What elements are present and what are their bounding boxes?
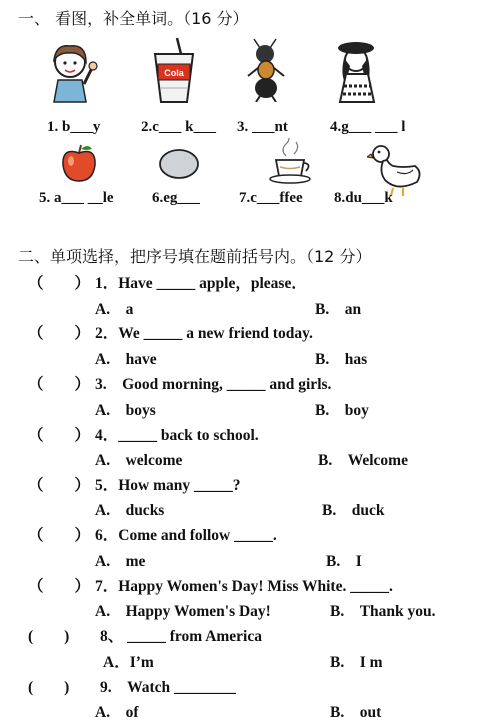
option-a-9: A. of: [95, 704, 139, 721]
answer-bracket-5[interactable]: （ ）: [28, 477, 91, 494]
option-b-2: B. has: [315, 351, 368, 368]
option-a-8: A．I’m: [103, 654, 154, 671]
answer-bracket-8[interactable]: ( ): [28, 628, 70, 645]
word-blank-1: 1. b___y: [47, 119, 101, 135]
question-5: 5．How many _____?: [95, 477, 241, 494]
girl-waving-icon: [40, 38, 98, 104]
option-a-7: A. Happy Women's Day!: [95, 603, 271, 620]
answer-bracket-7[interactable]: （ ）: [28, 578, 91, 595]
egg-icon: [158, 148, 200, 180]
word-blank-3: 3. ___nt: [237, 119, 288, 135]
answer-bracket-3[interactable]: （ ）: [28, 376, 91, 393]
word-blank-5: 5. a___ __le: [39, 190, 114, 206]
question-3: 3. Good morning, _____ and girls.: [95, 376, 332, 393]
option-a-2: A. have: [95, 351, 157, 368]
question-4: 4．_____ back to school.: [95, 427, 259, 444]
option-a-4: A. welcome: [95, 452, 183, 469]
option-b-7: B. Thank you.: [330, 603, 436, 620]
word-blank-7: 7.c___ffee: [239, 190, 303, 206]
question-2: 2．We _____ a new friend today.: [95, 325, 313, 342]
option-b-1: B. an: [315, 301, 362, 318]
section2-title: 二、单项选择，把序号填在题前括号内。（12 分）: [18, 247, 372, 266]
option-a-1: A. a: [95, 301, 134, 318]
answer-bracket-2[interactable]: （ ）: [28, 325, 91, 342]
option-b-3: B. boy: [315, 402, 369, 419]
word-blank-8: 8.du___k: [334, 190, 393, 206]
answer-bracket-9[interactable]: ( ): [28, 679, 70, 696]
option-a-3: A. boys: [95, 402, 156, 419]
coffee-cup-icon: [266, 138, 316, 186]
word-blank-2: 2.c___ k___: [141, 119, 216, 135]
answer-bracket-1[interactable]: （ ）: [28, 275, 91, 292]
section1-title: 一、 看图，补全单词。（16 分）: [18, 9, 249, 28]
question-6: 6．Come and follow _____.: [95, 527, 277, 544]
option-a-5: A. ducks: [95, 502, 165, 519]
soft-drink-cup-icon: [151, 36, 197, 106]
svg-text:Cola: Cola: [164, 68, 184, 78]
option-b-9: B. out: [330, 704, 382, 721]
girl-with-hat-icon: [334, 36, 380, 106]
option-b-8: B. I m: [330, 654, 383, 671]
question-7: 7．Happy Women's Day! Miss White. _____.: [95, 578, 393, 595]
option-b-5: B. duck: [322, 502, 385, 519]
word-blank-4: 4.g___ ___ l: [330, 119, 406, 135]
option-a-6: A. me: [95, 553, 146, 570]
word-blank-6: 6.eg___: [152, 190, 200, 206]
question-8: 8、 _____ from America: [100, 628, 262, 645]
answer-bracket-6[interactable]: （ ）: [28, 527, 91, 544]
option-b-4: B. Welcome: [318, 452, 408, 469]
option-b-6: B. I: [326, 553, 362, 570]
question-9: 9. Watch ________: [100, 679, 237, 696]
apple-icon: [60, 143, 98, 183]
question-1: 1．Have _____ apple，please．: [95, 275, 307, 292]
ant-icon: [246, 38, 286, 102]
answer-bracket-4[interactable]: （ ）: [28, 427, 91, 444]
